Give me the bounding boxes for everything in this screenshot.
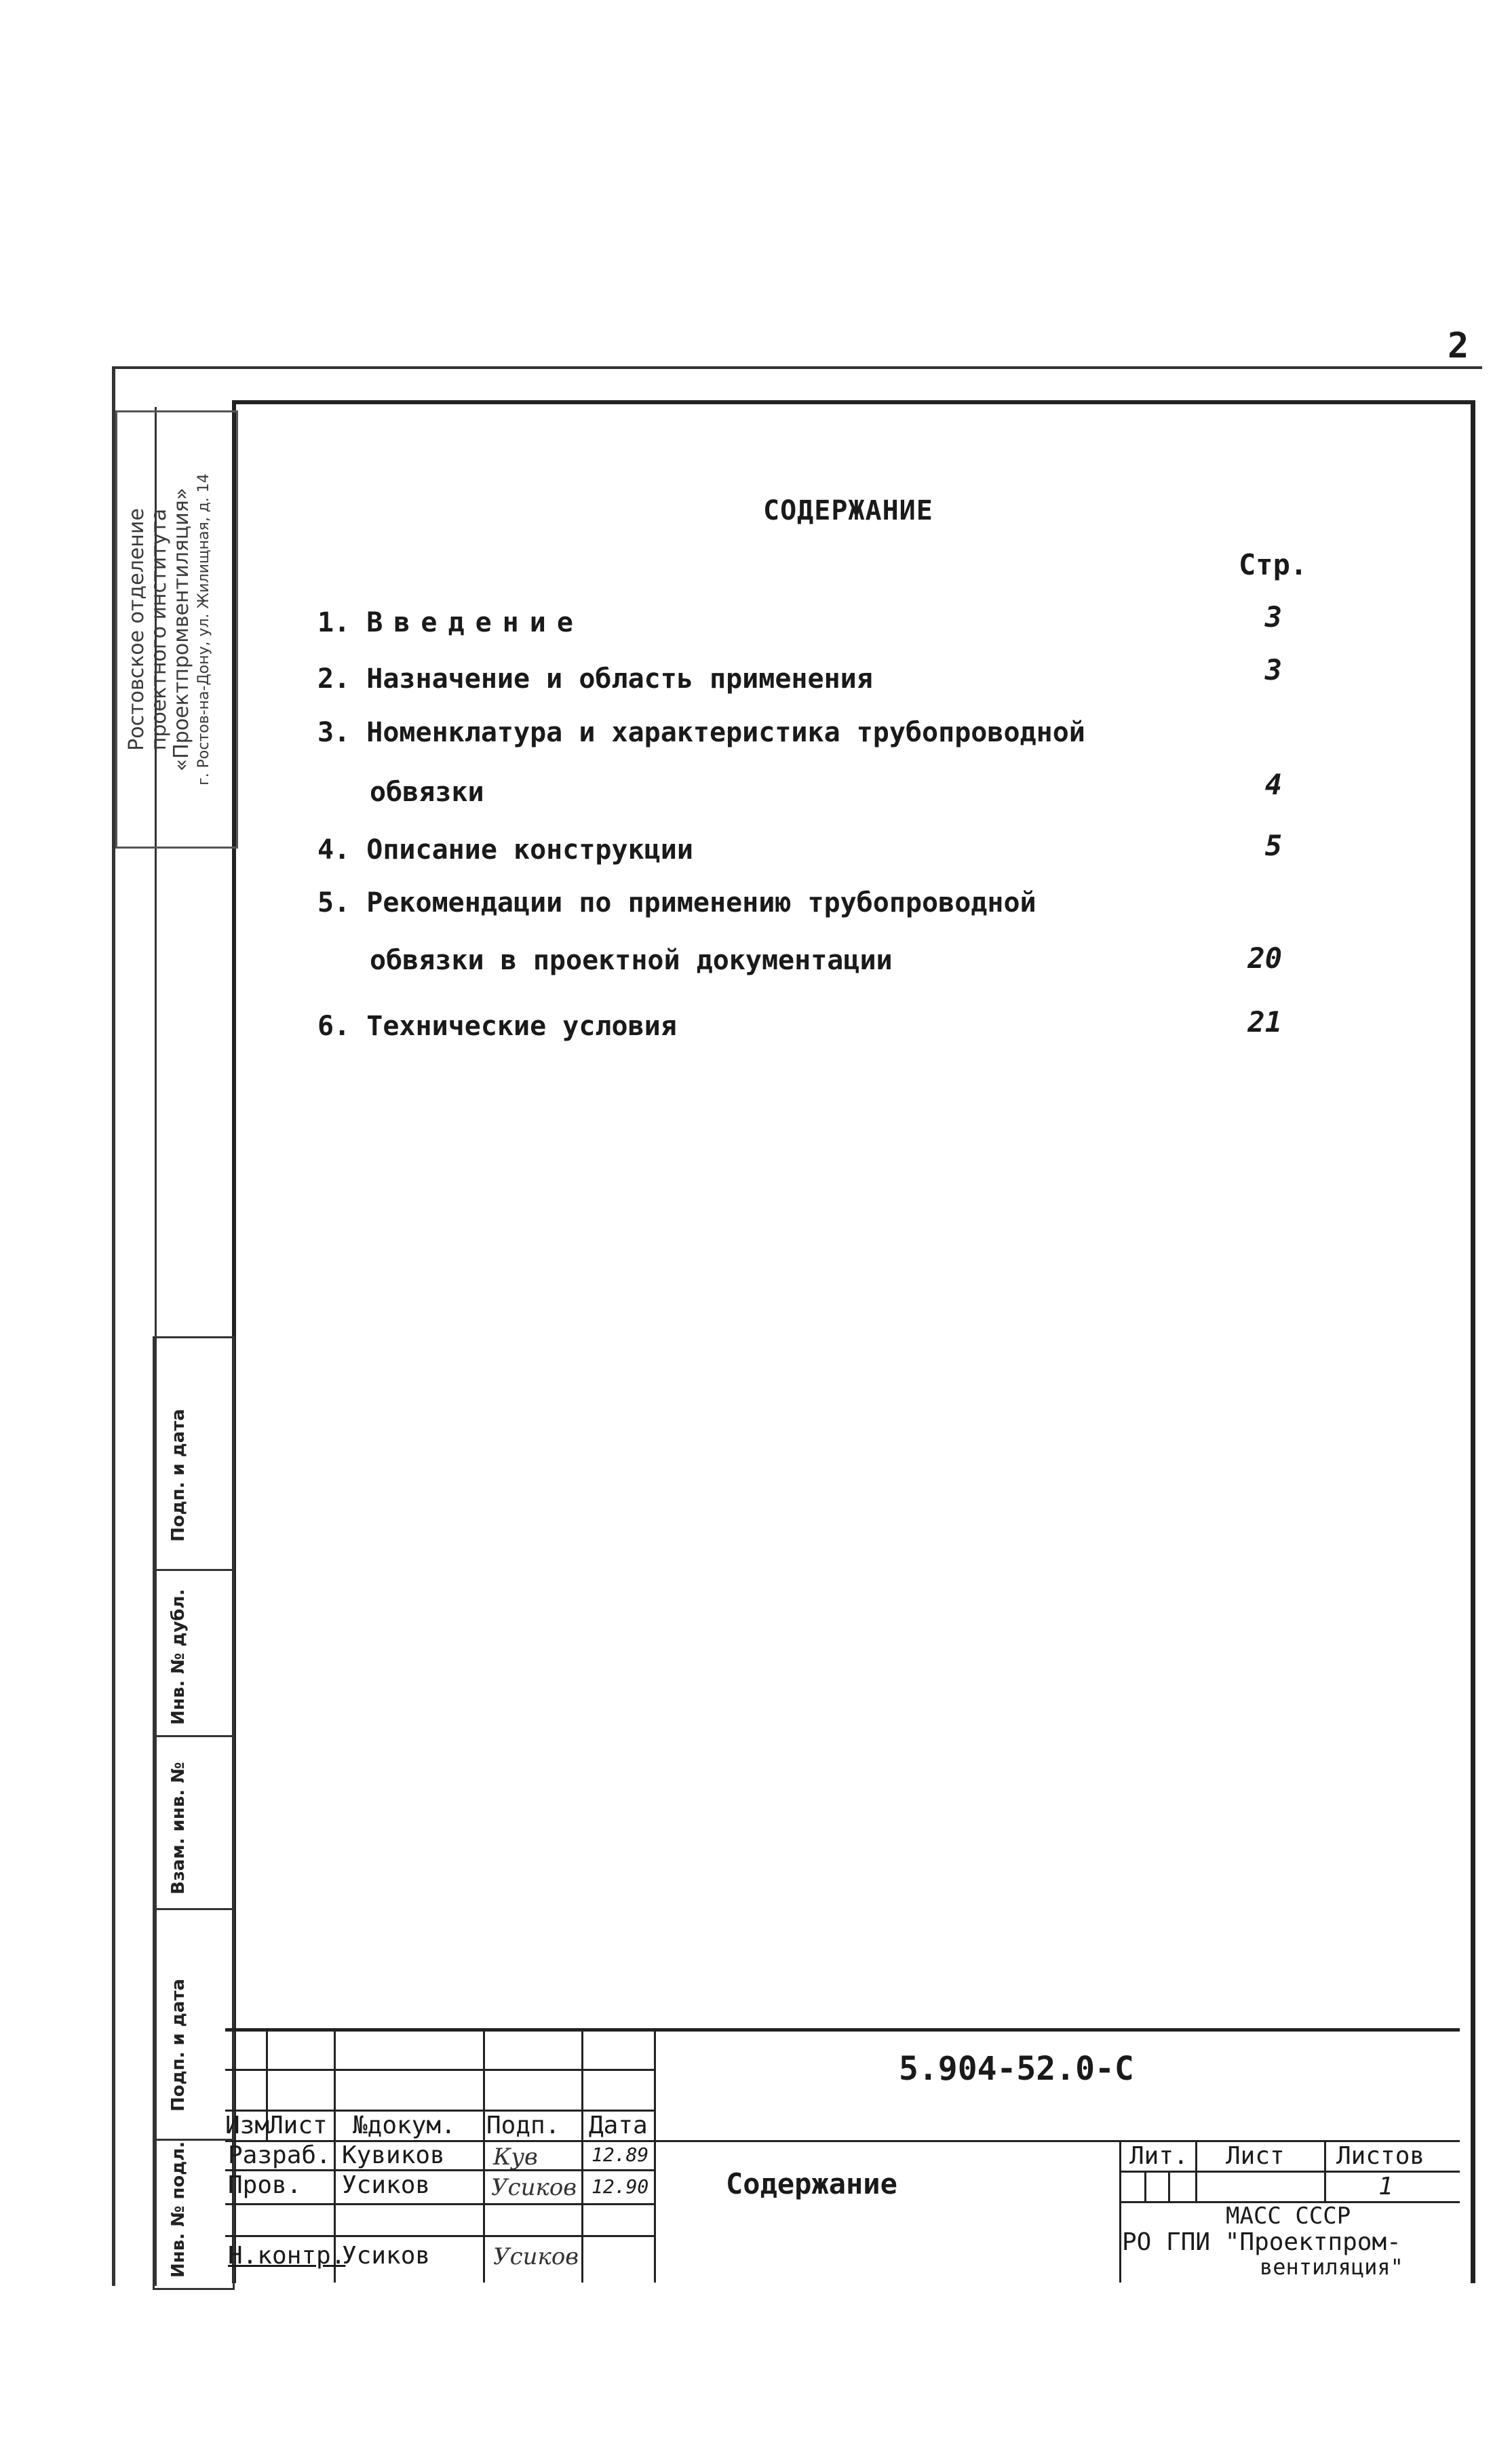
tb-line bbox=[1119, 2140, 1121, 2283]
tb-role: Н.контр. bbox=[228, 2242, 346, 2270]
toc-page: 21 bbox=[1247, 1005, 1282, 1038]
tb-name: Кувиков bbox=[342, 2141, 445, 2169]
toc-text: Рекомендации по применению трубопроводной bbox=[366, 887, 1036, 918]
stamp-text bbox=[117, 412, 236, 847]
side-label: Инв. № подл. bbox=[168, 2141, 189, 2278]
side-cell bbox=[155, 2139, 233, 2285]
tb-line bbox=[581, 2032, 583, 2283]
toc-item-5-cont: обвязки в проектной документации bbox=[370, 945, 893, 976]
toc-item-2 bbox=[317, 663, 873, 695]
toc-item-1 bbox=[317, 607, 584, 638]
stamp-line: Ростовское отделение bbox=[125, 508, 149, 751]
tb-date: 12.90 bbox=[592, 2175, 649, 2198]
tb-date: 12.89 bbox=[592, 2143, 649, 2166]
toc-text: Технические условия bbox=[366, 1011, 677, 1042]
tb-sheet-label: Лист bbox=[1226, 2142, 1285, 2170]
tb-line bbox=[1168, 2171, 1170, 2201]
toc-text: Назначение и область применения bbox=[366, 663, 873, 695]
toc-text: Номенклатура и характеристика трубопроводной bbox=[366, 717, 1085, 748]
side-label: Подп. и дата bbox=[168, 1979, 189, 2112]
tb-signature: Усиков bbox=[491, 2174, 577, 2201]
toc-page: 3 bbox=[1264, 600, 1282, 634]
toc-num: 6. bbox=[317, 1011, 351, 1042]
org-stamp bbox=[115, 410, 238, 849]
tb-header-ndoc: №докум. bbox=[353, 2112, 456, 2139]
tb-line bbox=[1144, 2171, 1146, 2201]
side-label: Инв. № дубл. bbox=[168, 1589, 189, 1725]
toc-num: 4. bbox=[317, 834, 351, 866]
tb-line bbox=[225, 2203, 654, 2205]
tb-sheets-value: 1 bbox=[1378, 2173, 1393, 2200]
tb-signature: Кув bbox=[493, 2143, 538, 2171]
tb-org-line1: МАСС СССР bbox=[1226, 2202, 1351, 2230]
toc-num: 5. bbox=[317, 887, 351, 918]
stamp-line: г. Ростов-на-Дону, ул. Жилищная, д. 14 bbox=[195, 473, 212, 785]
toc-page: 3 bbox=[1264, 653, 1282, 686]
toc-page: 20 bbox=[1247, 941, 1282, 975]
tb-header-list: Лист bbox=[269, 2112, 328, 2139]
toc-num: 2. bbox=[317, 663, 351, 695]
document-name: Содержание bbox=[726, 2167, 897, 2200]
stamp-line: проектного института bbox=[147, 508, 171, 751]
tb-org-line3: вентиляция" bbox=[1260, 2254, 1403, 2280]
toc-text: Описание конструкции bbox=[366, 834, 693, 866]
tb-line bbox=[225, 2235, 654, 2237]
tb-header-izm: Изм bbox=[225, 2112, 270, 2139]
side-cell bbox=[155, 1338, 233, 1571]
tb-line bbox=[1324, 2140, 1326, 2201]
side-cell bbox=[155, 1735, 233, 1910]
tb-line bbox=[1119, 2171, 1460, 2173]
side-cell bbox=[155, 1908, 233, 2141]
page-title: СОДЕРЖАНИЕ bbox=[763, 495, 933, 526]
toc-item-5 bbox=[317, 887, 1036, 918]
tb-lit-label: Лит. bbox=[1129, 2142, 1188, 2170]
toc-item-3 bbox=[317, 717, 1085, 748]
sheet-number: 2 bbox=[1448, 326, 1469, 366]
stamp-line: «Проектпромвентиляция» bbox=[170, 487, 193, 772]
page-column-header: Стр. bbox=[1239, 548, 1308, 581]
outer-frame-top bbox=[112, 366, 1482, 369]
tb-name: Усиков bbox=[342, 2171, 431, 2199]
title-block bbox=[225, 2028, 1460, 2283]
toc-text: Введение bbox=[366, 607, 584, 638]
side-cell bbox=[155, 1569, 233, 1737]
toc-item-6 bbox=[317, 1011, 677, 1042]
side-label: Взам. инв. № bbox=[168, 1762, 189, 1895]
side-label-strip bbox=[153, 1336, 235, 2290]
toc-num: 1. bbox=[317, 607, 351, 638]
toc-num: 3. bbox=[317, 717, 351, 748]
tb-line bbox=[483, 2032, 485, 2283]
tb-role: Разраб. bbox=[228, 2141, 331, 2169]
tb-org-line2: РО ГПИ "Проектпром- bbox=[1122, 2228, 1401, 2256]
tb-line bbox=[654, 2032, 656, 2283]
toc-item-3-cont: обвязки bbox=[370, 777, 484, 808]
toc-item-4 bbox=[317, 834, 693, 866]
side-label: Подп. и дата bbox=[168, 1409, 189, 1542]
document-code: 5.904-52.0-С bbox=[899, 2050, 1134, 2088]
tb-header-podp: Подп. bbox=[486, 2112, 560, 2139]
tb-header-data: Дата bbox=[589, 2112, 648, 2139]
tb-signature: Усиков bbox=[493, 2243, 579, 2270]
toc-page: 4 bbox=[1264, 768, 1282, 801]
tb-sheets-label: Листов bbox=[1336, 2142, 1425, 2170]
tb-line bbox=[1195, 2140, 1197, 2201]
tb-line bbox=[225, 2069, 654, 2071]
toc-page: 5 bbox=[1264, 829, 1282, 862]
tb-role: Пров. bbox=[228, 2171, 302, 2199]
tb-name: Усиков bbox=[342, 2242, 431, 2270]
